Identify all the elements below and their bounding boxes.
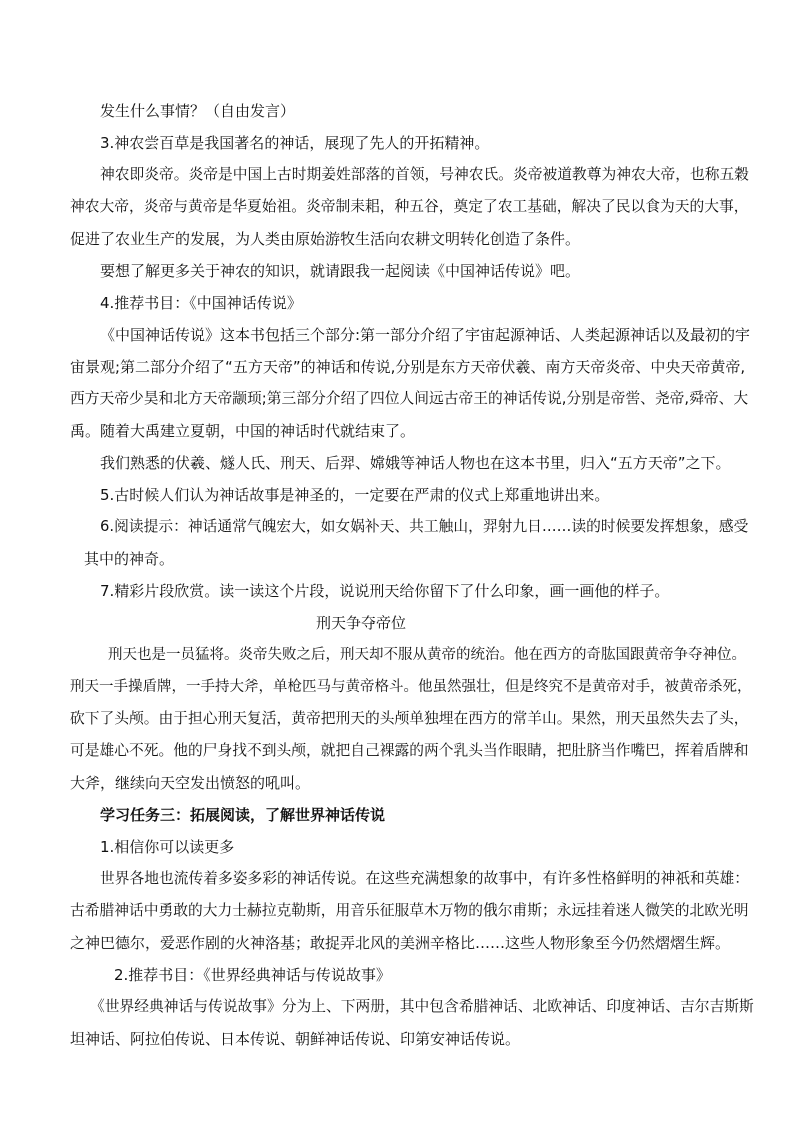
text-line: 砍下了头颅。由于担心刑天复活，黄帝把刑天的头颅单独埋在西方的常羊山。果然，刑天虽然失去了头， bbox=[70, 710, 749, 727]
text-line: 7.精彩片段欣赏。读一读这个片段，说说刑天给你留下了什么印象，画一画他的样子。 bbox=[100, 582, 670, 600]
text-line: 6.阅读提示：神话通常气魄宏大，如女娲补天、共工触山，羿射九日……读的时候要发挥想象，感受 bbox=[100, 518, 749, 535]
text-line: 禹。随着大禹建立夏朝，中国的神话时代就结束了。 bbox=[70, 422, 416, 440]
text-line: 5.古时候人们认为神话故事是神圣的，一定要在严肃的仪式上郑重地讲出来。 bbox=[100, 486, 610, 504]
text-line: 4.推荐书目：《中国神话传说》 bbox=[100, 294, 302, 312]
text-line: 刑天也是一员猛将。炎帝失败之后，刑天却不服从黄帝的统治。他在西方的奇肱国跟黄帝争夺神位。 bbox=[108, 647, 746, 663]
text-line: 1.相信你可以读更多 bbox=[100, 838, 235, 856]
text-line: 之神巴德尔，爱恶作剧的火神洛基；敢捉弄北风的美洲辛格比……这些人物形象至今仍然熠熠生辉。 bbox=[70, 934, 731, 952]
task-heading: 学习任务三：拓展阅读，了解世界神话传说 bbox=[100, 806, 386, 824]
text-line: 要想了解更多关于神农的知识，就请跟我一起阅读《中国神话传说》吧。 bbox=[100, 262, 581, 280]
text-line: 2.推荐书目：《世界经典神话与传说故事》 bbox=[114, 966, 391, 984]
text-line: 大斧，继续向天空发出愤怒的吼叫。 bbox=[70, 774, 311, 792]
text-line: 神农即炎帝。炎帝是中国上古时期姜姓部落的首领，号神农氏。炎帝被道教尊为神农大帝，也称五穀 bbox=[100, 166, 749, 183]
section-heading: 刑天争夺帝位 bbox=[316, 614, 407, 632]
text-line: 神农大帝，炎帝与黄帝是华夏始祖。炎帝制耒耜，种五谷，奠定了农工基础，解决了民以食为天的大事， bbox=[70, 198, 749, 215]
text-line: 西方天帝少昊和北方天帝颛顼;第三部分介绍了四位人间远古帝王的神话传说,分别是帝喾、尧帝,舜帝、大 bbox=[70, 390, 749, 407]
text-line: 促进了农业生产的发展，为人类由原始游牧生活向农耕文明转化创造了条件。 bbox=[70, 230, 581, 248]
text-line: 古希腊神话中勇敢的大力士赫拉克勒斯，用音乐征服草木万物的俄尔甫斯；永远挂着迷人微笑的北欧光明 bbox=[70, 902, 749, 919]
text-line: 《世界经典神话与传说故事》分为上、下两册，其中包含希腊神话、北欧神话、印度神话、吉尔吉斯斯 bbox=[90, 998, 754, 1015]
text-line: 世界各地也流传着多姿多彩的神话传说。在这些充满想象的故事中，有许多性格鲜明的神祇和英雄： bbox=[100, 870, 749, 887]
text-line: 发生什么事情？（自由发言） bbox=[100, 102, 296, 120]
text-line: 《中国神话传说》这本书包括三个部分:第一部分介绍了宇宙起源神话、人类起源神话以及最初的宇 bbox=[100, 326, 751, 344]
text-line: 刑天一手操盾牌，一手持大斧，单枪匹马与黄帝格斗。他虽然强壮，但是终究不是黄帝对手，被黄帝杀死， bbox=[70, 679, 752, 695]
text-line: 可是雄心不死。他的尸身找不到头颅，就把自己裸露的两个乳头当作眼睛，把肚脐当作嘴巴，挥着盾牌和 bbox=[70, 742, 749, 759]
text-line: 其中的神奇。 bbox=[84, 550, 175, 568]
text-line: 我们熟悉的伏羲、燧人氏、刑天、后羿、嫦娥等神话人物也在这本书里，归入“五方天帝”之下。 bbox=[100, 454, 731, 472]
text-line: 宙景观;第二部分介绍了“五方天帝”的神话和传说,分别是东方天帝伏羲、南方天帝炎帝、中央天帝黄帝, bbox=[70, 358, 746, 376]
text-line: 3.神农尝百草是我国著名的神话，展现了先人的开拓精神。 bbox=[100, 134, 490, 152]
text-line: 坦神话、阿拉伯传说、日本传说、朝鲜神话传说、印第安神话传说。 bbox=[70, 1030, 521, 1048]
